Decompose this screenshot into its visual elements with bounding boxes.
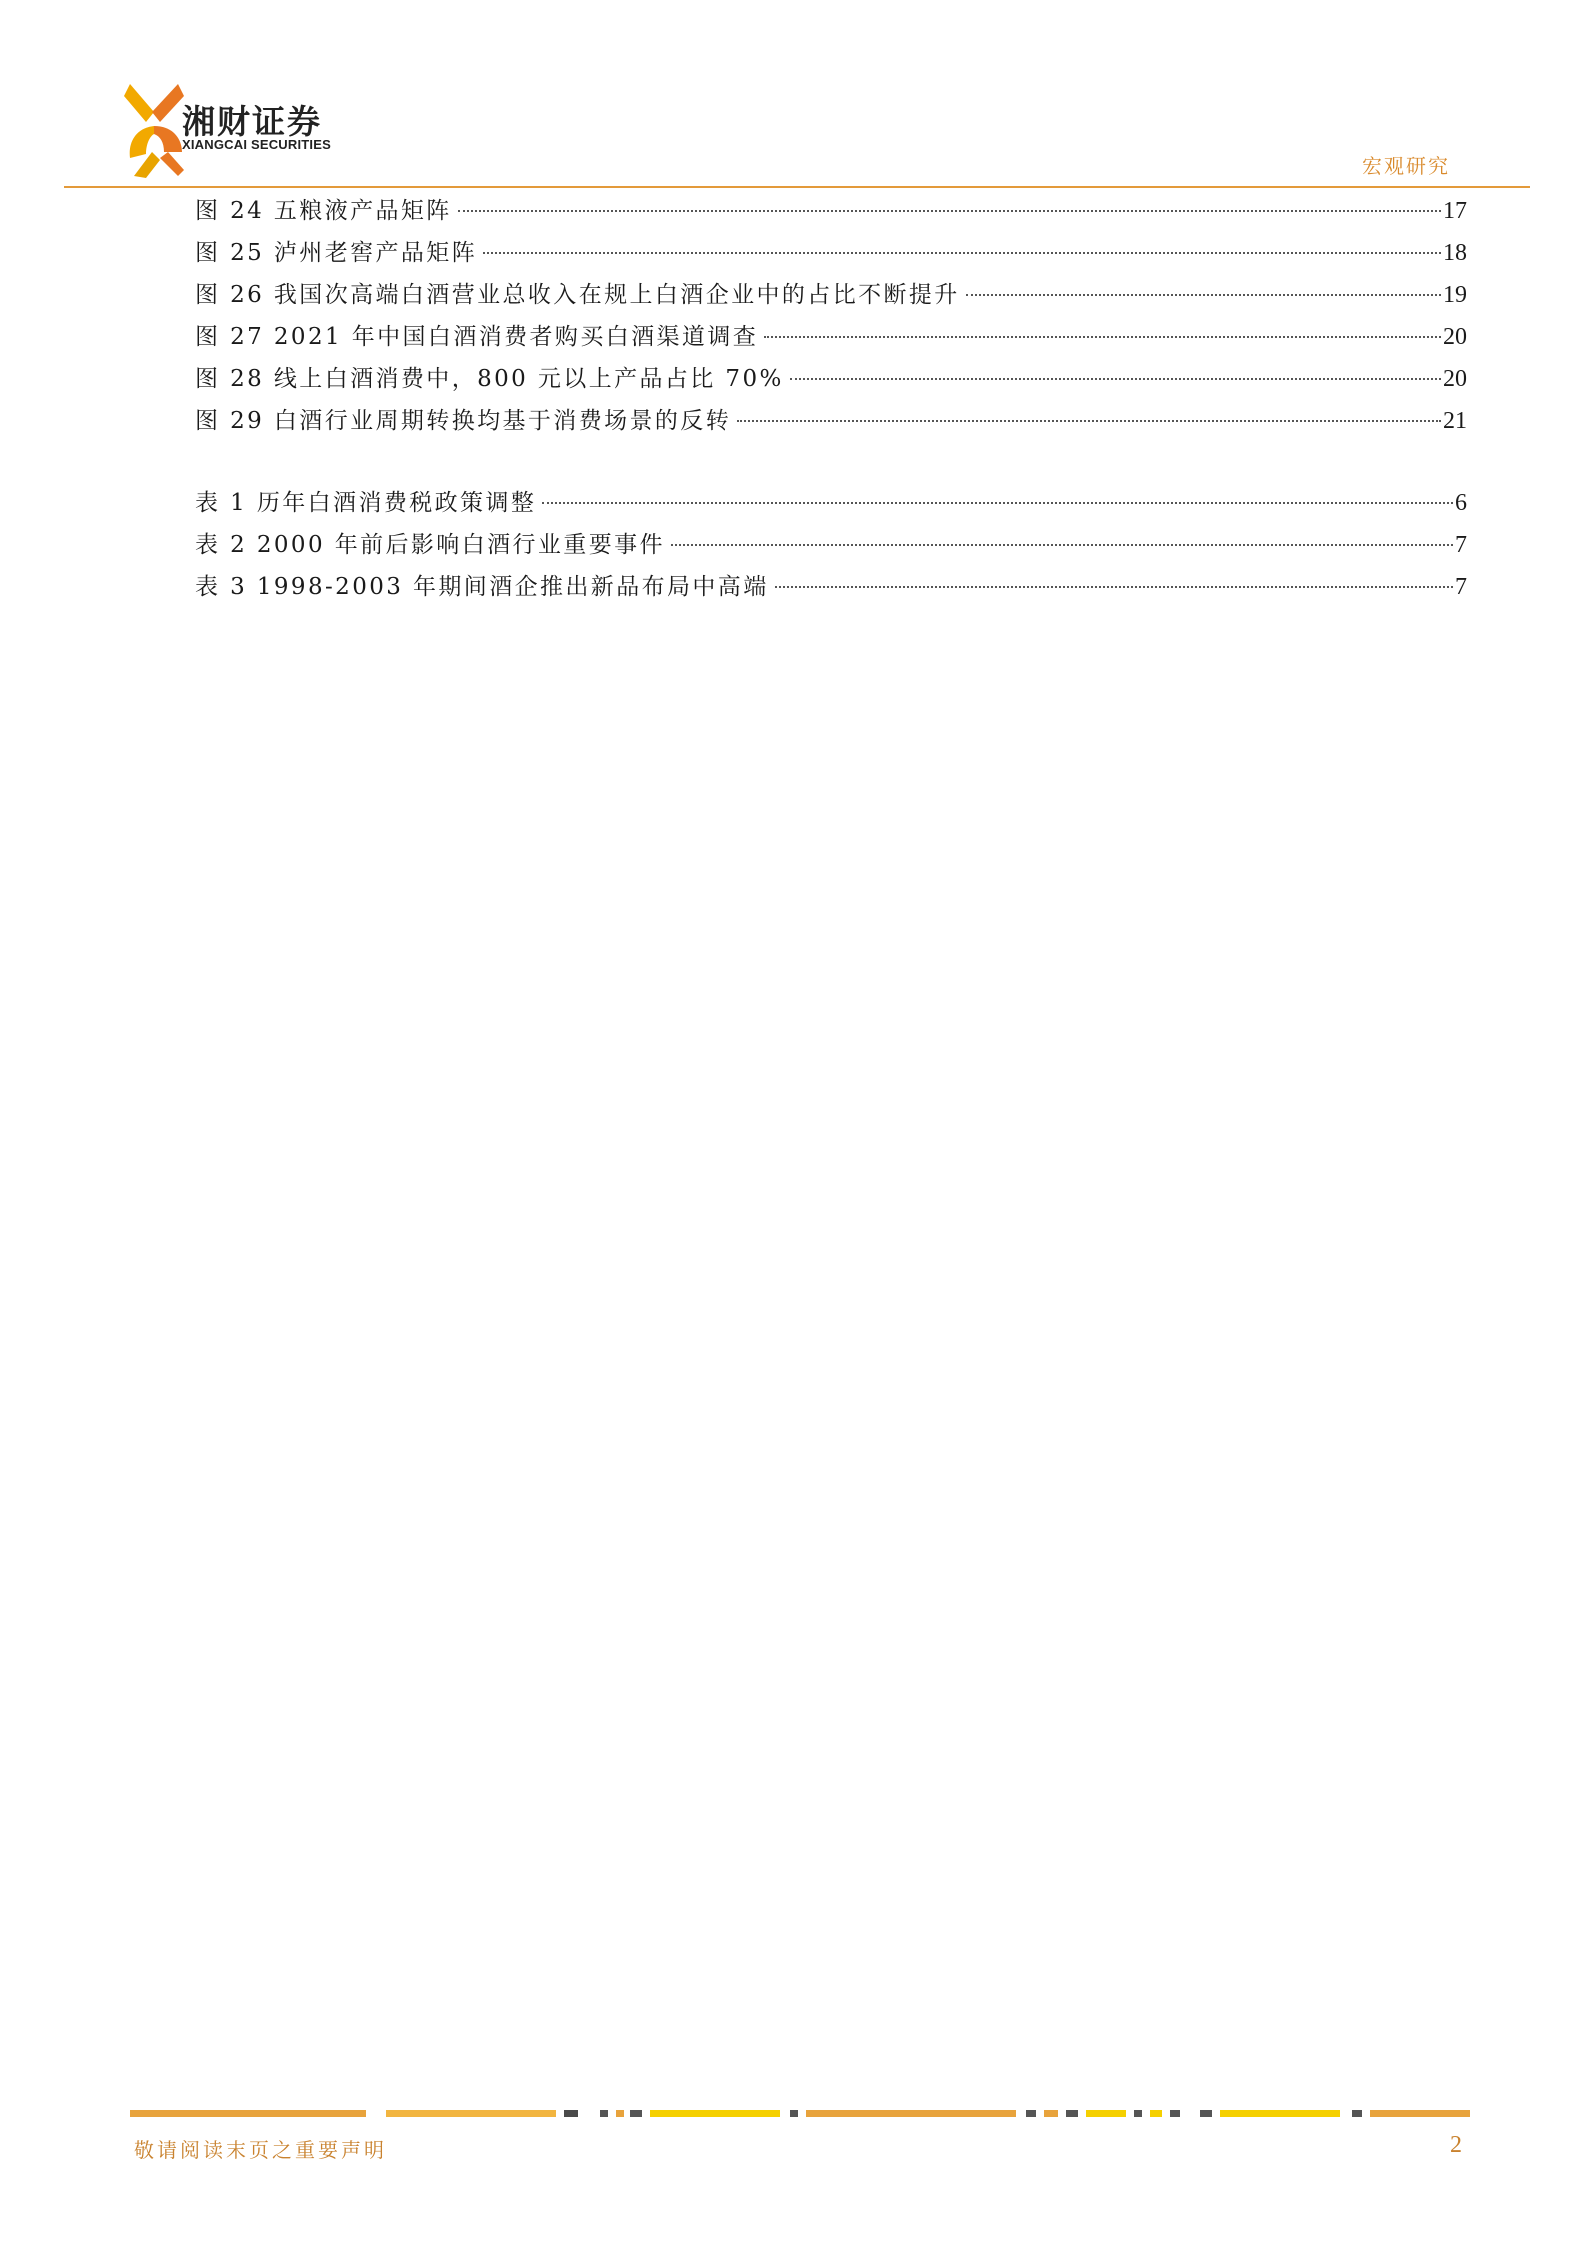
toc-leader-dots	[458, 210, 1441, 212]
toc-entry-figure-28[interactable]	[195, 358, 1467, 400]
brand-name-cn: 湘财证券	[182, 102, 322, 141]
table-of-contents	[195, 190, 1467, 608]
toc-leader-dots	[737, 420, 1441, 422]
page-header	[0, 0, 1586, 190]
toc-entry-figure-29[interactable]	[195, 400, 1467, 442]
table-list	[195, 482, 1467, 608]
toc-entry-label: 表 2 2000 年前后影响白酒行业重要事件	[195, 532, 665, 558]
toc-page-number: 21	[1443, 408, 1467, 434]
disclaimer-note: 敬请阅读末页之重要声明	[134, 2138, 387, 2162]
toc-leader-dots	[775, 586, 1453, 588]
section-spacer	[195, 442, 1467, 482]
toc-entry-table-2[interactable]	[195, 524, 1467, 566]
toc-entry-label: 表 1 历年白酒消费税政策调整	[195, 490, 537, 516]
toc-entry-label: 图 27 2021 年中国白酒消费者购买白酒渠道调查	[195, 324, 759, 350]
toc-page-number: 18	[1443, 240, 1467, 266]
toc-leader-dots	[483, 252, 1441, 254]
toc-leader-dots	[790, 378, 1441, 380]
toc-entry-label: 表 3 1998-2003 年期间酒企推出新品布局中高端	[195, 574, 769, 600]
toc-leader-dots	[764, 336, 1441, 338]
toc-page-number: 20	[1443, 366, 1467, 392]
toc-page-number: 19	[1443, 282, 1467, 308]
toc-entry-figure-27[interactable]	[195, 316, 1467, 358]
toc-page-number: 6	[1455, 490, 1467, 516]
brand-name-en: XIANGCAI SECURITIES	[182, 137, 331, 152]
toc-page-number: 7	[1455, 574, 1467, 600]
toc-entry-figure-24[interactable]	[195, 190, 1467, 232]
footer-decorative-bar	[130, 2110, 1470, 2117]
toc-entry-table-1[interactable]	[195, 482, 1467, 524]
xiangcai-logo-icon	[124, 82, 184, 178]
toc-leader-dots	[671, 544, 1453, 546]
toc-entry-label: 图 26 我国次高端白酒营业总收入在规上白酒企业中的占比不断提升	[195, 282, 960, 308]
toc-entry-label: 图 24 五粮液产品矩阵	[195, 198, 452, 224]
toc-entry-figure-25[interactable]	[195, 232, 1467, 274]
page-number: 2	[1450, 2132, 1462, 2158]
toc-leader-dots	[542, 502, 1453, 504]
toc-entry-figure-26[interactable]	[195, 274, 1467, 316]
toc-leader-dots	[966, 294, 1441, 296]
toc-entry-label: 图 28 线上白酒消费中，800 元以上产品占比 70%	[195, 366, 784, 392]
toc-entry-label: 图 29 白酒行业周期转换均基于消费场景的反转	[195, 408, 732, 434]
toc-entry-table-3[interactable]	[195, 566, 1467, 608]
section-label: 宏观研究	[1362, 154, 1450, 178]
figure-list	[195, 190, 1467, 442]
toc-page-number: 7	[1455, 532, 1467, 558]
toc-entry-label: 图 25 泸州老窖产品矩阵	[195, 240, 478, 266]
toc-page-number: 17	[1443, 198, 1467, 224]
toc-page-number: 20	[1443, 324, 1467, 350]
header-divider	[64, 186, 1530, 188]
